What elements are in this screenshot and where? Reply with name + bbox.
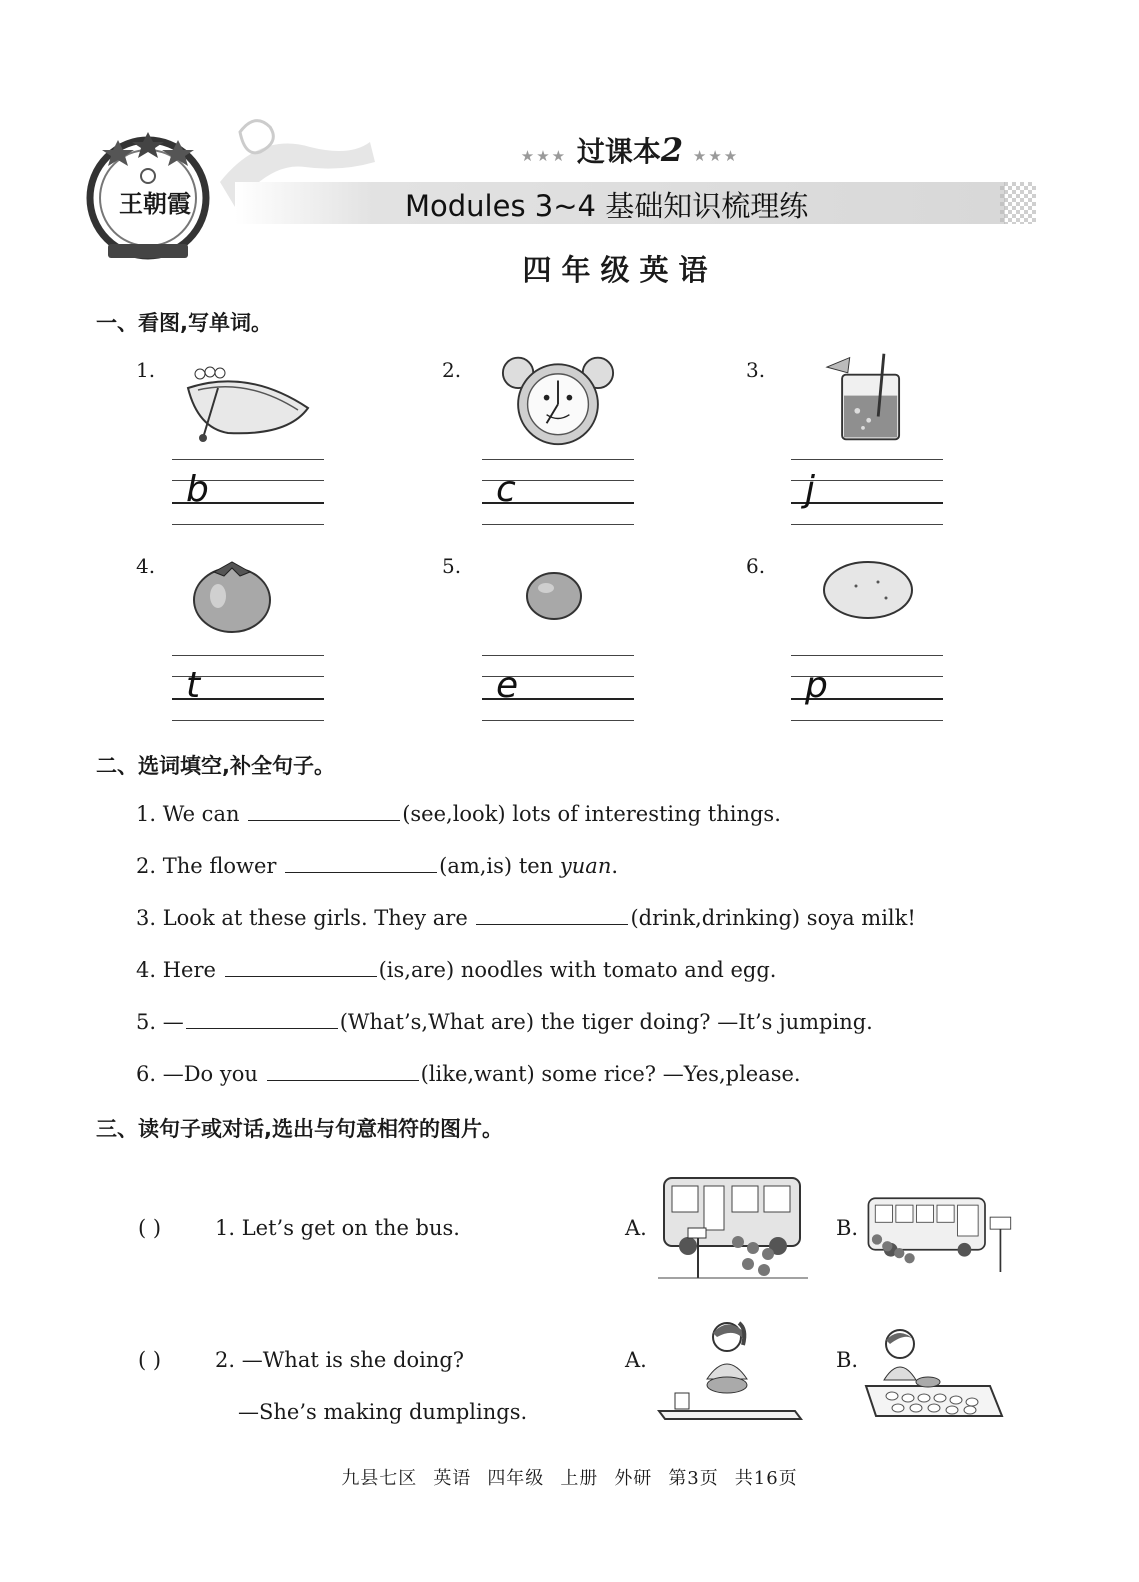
egg-picture bbox=[510, 560, 650, 655]
boat-picture bbox=[178, 358, 318, 453]
lesson-number: 2 bbox=[660, 131, 684, 169]
module-title: Modules 3~4 基础知识梳理练 bbox=[405, 189, 809, 223]
sentence-2: 2. The flower (am,is) ten yuan. bbox=[136, 854, 619, 878]
writing-lines bbox=[482, 655, 634, 721]
writing-lines bbox=[172, 459, 324, 525]
question-1-text: 1. Let’s get on the bus. bbox=[215, 1216, 460, 1240]
option-b-label: B. bbox=[836, 1348, 859, 1372]
sentence-3: 3. Look at these girls. They are (drink,drinking) soya milk! bbox=[136, 906, 916, 930]
sentence-1: 1. We can (see,look) lots of interesting things. bbox=[136, 802, 781, 826]
option-a-label: A. bbox=[625, 1216, 647, 1240]
item-number: 1. bbox=[136, 358, 156, 382]
tomato-picture bbox=[180, 552, 320, 647]
potato-picture bbox=[816, 556, 956, 651]
answer-paren[interactable]: ( ) bbox=[138, 1216, 162, 1240]
answer-blank[interactable] bbox=[225, 956, 377, 977]
logo-text: 王朝霞 bbox=[119, 189, 191, 218]
item-number: 3. bbox=[746, 358, 766, 382]
girl-cooking-picture-a bbox=[655, 1315, 805, 1427]
answer-paren[interactable]: ( ) bbox=[138, 1348, 162, 1372]
bus-boarding-picture-b bbox=[865, 1180, 1015, 1292]
lesson-title bbox=[500, 130, 760, 170]
section3-title: 三、读句子或对话,选出与句意相符的图片。 bbox=[96, 1117, 503, 1141]
option-b-label: B. bbox=[836, 1216, 859, 1240]
hint-letter: j bbox=[805, 469, 816, 510]
item-number: 5. bbox=[442, 554, 462, 578]
writing-lines bbox=[482, 459, 634, 525]
section1-title: 一、看图,写单词。 bbox=[96, 311, 272, 335]
hint-letter: e bbox=[496, 665, 519, 706]
hint-letter: c bbox=[496, 469, 516, 510]
answer-blank[interactable] bbox=[285, 852, 437, 873]
item-number: 4. bbox=[136, 554, 156, 578]
answer-blank[interactable] bbox=[186, 1008, 338, 1029]
question-2-text: 2. —What is she doing? bbox=[215, 1348, 465, 1372]
sentence-4: 4. Here (is,are) noodles with tomato and egg. bbox=[136, 958, 777, 982]
section2-title: 二、选词填空,补全句子。 bbox=[96, 754, 335, 778]
answer-blank[interactable] bbox=[267, 1060, 419, 1081]
sentence-5: 5. — (What’s,What are) the tiger doing? —It’s jumping. bbox=[136, 1010, 873, 1034]
stars-right: ★★★ bbox=[692, 147, 740, 165]
hint-letter: b bbox=[186, 469, 209, 510]
hint-letter: p bbox=[805, 665, 828, 706]
question-2-answer-text: —She’s making dumplings. bbox=[238, 1400, 528, 1424]
hint-letter: t bbox=[186, 665, 201, 706]
writing-lines bbox=[791, 459, 943, 525]
writing-lines bbox=[172, 655, 324, 721]
bus-boarding-picture-a bbox=[658, 1172, 808, 1284]
writing-lines bbox=[791, 655, 943, 721]
item-number: 2. bbox=[442, 358, 462, 382]
sentence-6: 6. —Do you (like,want) some rice? —Yes,please. bbox=[136, 1062, 801, 1086]
answer-blank[interactable] bbox=[248, 800, 400, 821]
subject-title: 四年级英语 bbox=[522, 253, 718, 287]
checker-decoration bbox=[1000, 182, 1036, 224]
juice-picture bbox=[812, 350, 952, 445]
item-number: 6. bbox=[746, 554, 766, 578]
answer-blank[interactable] bbox=[476, 904, 628, 925]
page-footer: 九县七区 英语 四年级 上册 外研 第3页 共16页 bbox=[341, 1468, 798, 1489]
girl-dumplings-picture-b bbox=[862, 1320, 1012, 1432]
option-a-label: A. bbox=[625, 1348, 647, 1372]
stars-left: ★★★ bbox=[520, 147, 568, 165]
clock-picture bbox=[488, 352, 628, 447]
lesson-prefix: 过课本 bbox=[576, 135, 661, 168]
